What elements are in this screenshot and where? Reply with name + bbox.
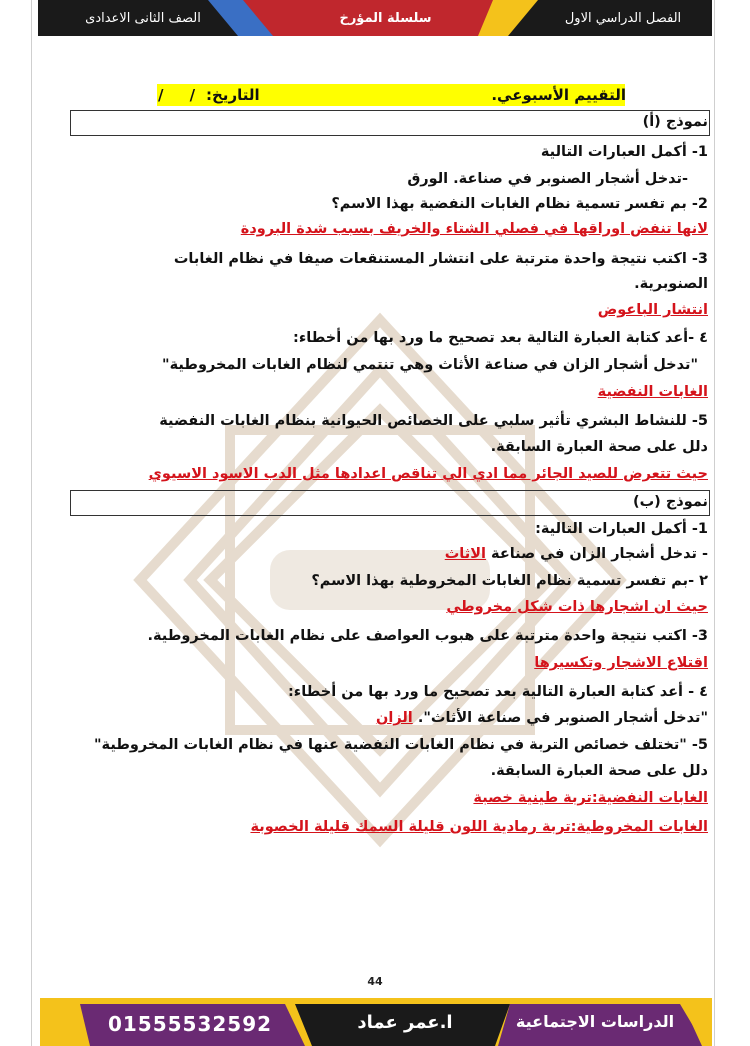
model-a-q3-line1: 3- اكتب نتيجة واحدة مترتبة على انتشار المستنقعات صيفا في نظام الغابات (173, 251, 708, 267)
model-b-a5-1: الغابات النفضية:تربة طينية خصبة (473, 790, 708, 806)
model-b-q1: 1- أكمل العبارات التالية: (535, 521, 708, 537)
model-b-q5-line2: دلل على صحة العبارة السابقة. (490, 763, 708, 779)
model-a-q5-line1: 5- للنشاط البشري تأثير سلبي على الخصائص الحيوانية بنظام الغابات النفضية (159, 413, 708, 429)
assessment-title: التقييم الأسبوعي. (491, 86, 626, 104)
model-b-q1-item: - تدخل أشجار الزان في صناعة (491, 546, 708, 562)
model-b-q2: ٢ -بم تفسر تسمية نظام الغابات المخروطية بهذا الاسم؟ (311, 573, 708, 589)
model-b-q4-quote: "تدخل أشجار الصنوبر في صناعة الأثاث". (417, 710, 708, 726)
model-a-q4-quote: "تدخل أشجار الزان في صناعة الأثاث وهي تنتمي لنظام الغابات المخروطية" (162, 357, 698, 373)
model-a-q4: ٤ -أعد كتابة العبارة التالية بعد تصحيح ما ورد بها من أخطاء: (293, 330, 708, 346)
model-b-a3: اقتلاع الاشجار وتكسيرها (534, 655, 708, 671)
model-b-q5-line1: 5- "تختلف خصائص التربة في نظام الغابات النفضية عنها في نظام الغابات المخروطية" (93, 737, 708, 753)
model-a-a3: انتشار الباعوض (597, 302, 708, 318)
model-b-q1-row (445, 546, 708, 562)
model-a-label: نموذج (أ) (642, 114, 708, 130)
model-a-q5-line2: دلل على صحة العبارة السابقة. (490, 439, 708, 455)
footer-phone: 01555532592 (107, 1012, 273, 1036)
model-b-a1: الاثاث (444, 546, 486, 562)
model-a-a4: الغابات النفضية (597, 384, 708, 400)
header-grade: الصف الثانى الاعدادى (85, 10, 201, 26)
model-b-q3: 3- اكتب نتيجة واحدة مترتبة على هبوب العواصف على نظام الغابات المخروطية. (147, 628, 708, 644)
footer-subject: الدراسات الاجتماعية (515, 1012, 675, 1031)
model-b-q4-row (376, 710, 708, 726)
date-slashes: / / (158, 86, 196, 104)
model-a-q1: 1- أكمل العبارات التالية (540, 144, 708, 160)
model-b-q4: ٤ - أعد كتابة العبارة التالية بعد تصحيح ما ورد بها من أخطاء: (287, 684, 708, 700)
header-series: سلسلة المؤرخ (339, 10, 432, 26)
model-a-a2: لانها تنفض اوراقها في فصلي الشتاء والخريف بسبب شدة البرودة (240, 221, 708, 237)
model-a-q1-item: -تدخل أشجار الصنوبر في صناعة. الورق (407, 171, 688, 187)
model-a-a5: حيث تتعرض للصيد الجائر مما ادي الي تناقص اعدادها مثل الدب الاسود الاسيوي (148, 466, 708, 482)
footer-teacher: ا.عمر عماد (357, 1012, 453, 1033)
model-b-label: نموذج (ب) (632, 494, 708, 510)
top-header (38, 0, 712, 36)
date-label: التاريخ: (206, 86, 260, 104)
model-b-a5-2: الغابات المخروطية:تربة رمادية اللون قليلة السمك قليلة الخصوبة (250, 819, 708, 835)
model-a-q2: 2- بم تفسر تسمية نظام الغابات النفضية بهذا الاسم؟ (331, 196, 708, 212)
model-b-a2: حيث ان اشجارها ذات شكل مخروطي (446, 599, 708, 615)
footer (40, 998, 712, 1046)
header-term: الفصل الدراسي الاول (564, 10, 682, 26)
model-a-q3-line2: الصنوبرية. (634, 276, 708, 292)
model-a-box (70, 110, 710, 136)
page-number: 44 (367, 975, 383, 988)
model-b-a4: الزان (375, 710, 413, 726)
model-b-box (70, 490, 710, 516)
